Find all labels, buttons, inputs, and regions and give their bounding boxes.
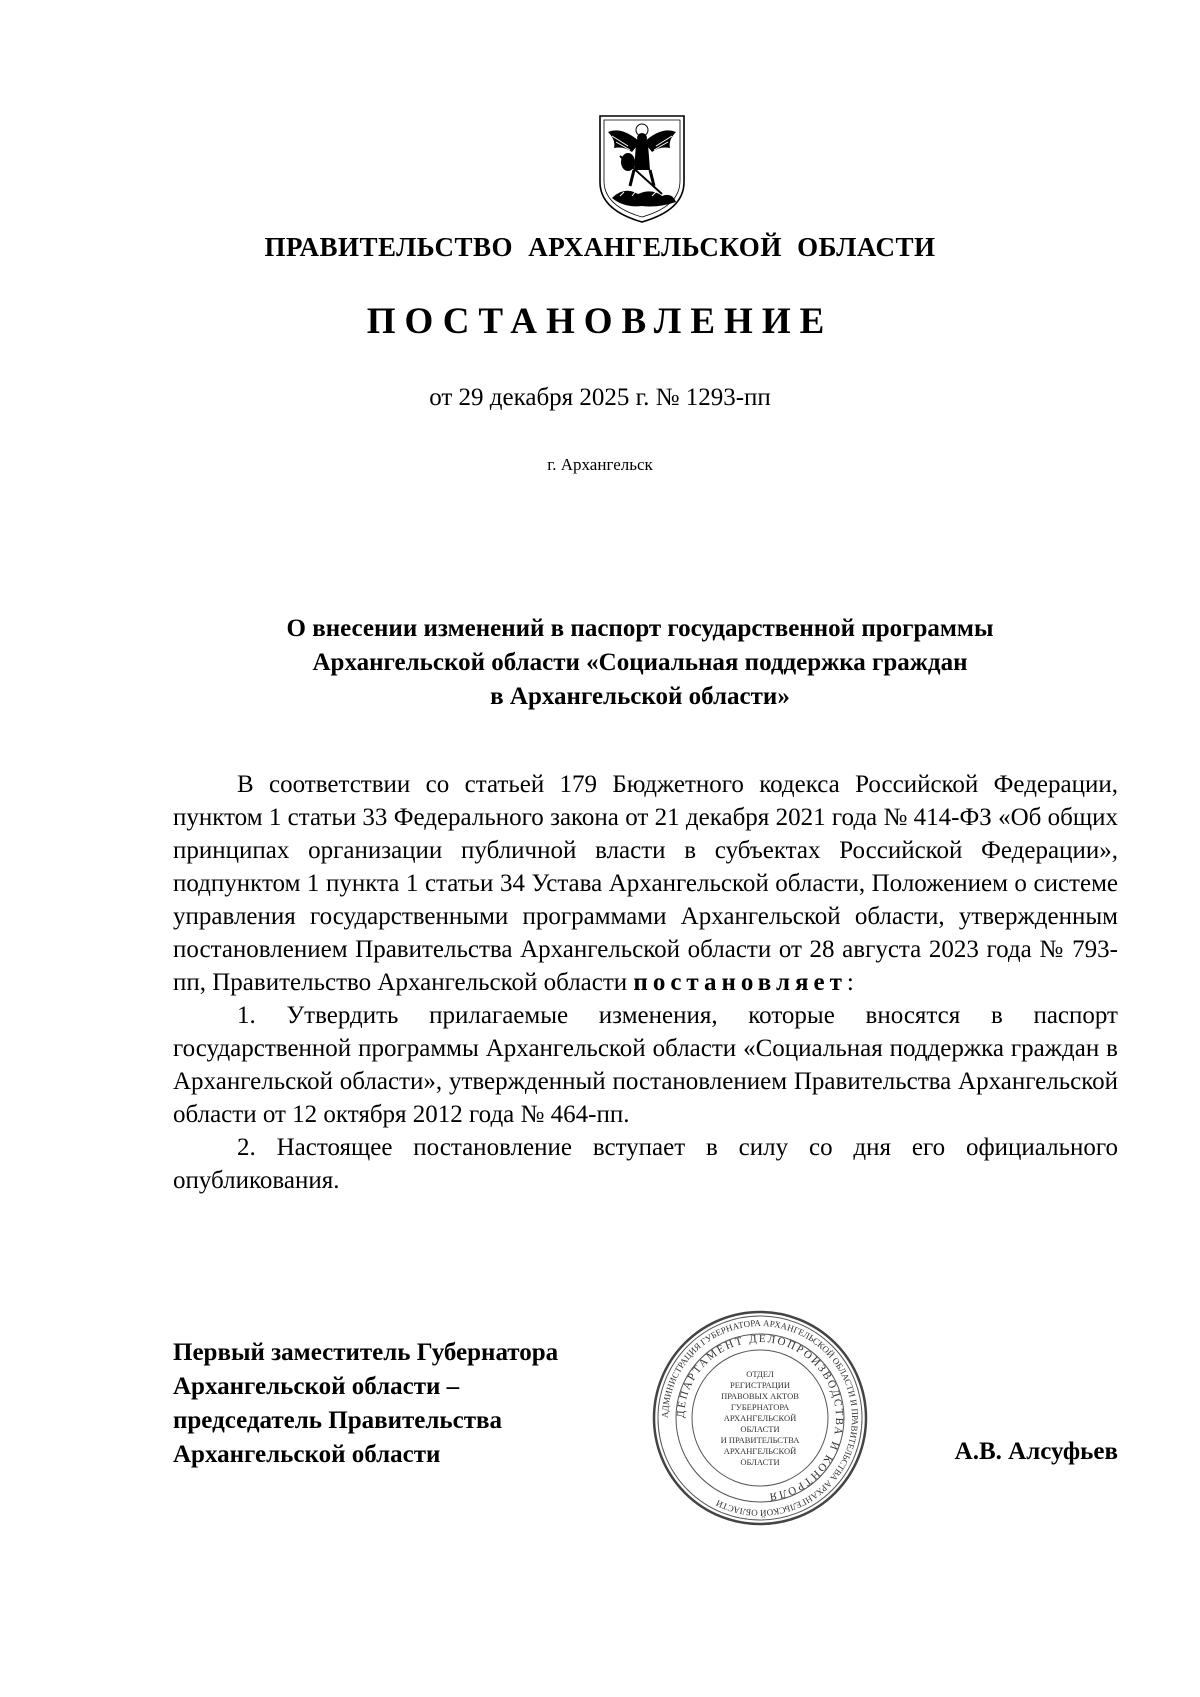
subject-line: О внесении изменений в паспорт государственной программы [286, 615, 994, 642]
subject-line: в Архангельской области» [490, 683, 790, 710]
signer-title-line: Первый заместитель Губернатора [173, 1339, 559, 1366]
stamp-center-line: ПРАВОВЫХ АКТОВ [721, 1391, 799, 1401]
document-body [173, 768, 1118, 1197]
stamp-center-line: АРХАНГЕЛЬСКОЙ [723, 1446, 797, 1456]
stamp-center-text [721, 1369, 801, 1467]
stamp-center-line: ОБЛАСТИ [740, 1424, 780, 1434]
resolution-keyword: постановляет [633, 969, 847, 996]
stamp-center-line: И ПРАВИТЕЛЬСТВА [720, 1435, 800, 1445]
document-subject [170, 612, 1110, 714]
signer-title-line: председатель Правительства [173, 1407, 503, 1434]
body-paragraph: 1. Утвердить прилагаемые изменения, которые вносятся в паспорт государственной программы Архангельской области «Социальная поддержка граждан в Архангельской области», утвержденный постановлением Правительства Архангельской области от 12 октября 2012 года № 464-пп. [173, 1002, 1118, 1128]
stamp-center-line: ОБЛАСТИ [740, 1457, 780, 1467]
signer-title-line: Архангельской области [173, 1441, 441, 1468]
paragraph-text: : [846, 969, 854, 996]
stamp-center-line: РЕГИСТРАЦИИ [729, 1380, 791, 1390]
signer-title [173, 1336, 643, 1472]
body-paragraph: 2. Настоящее постановление вступает в силу со дня его официального опубликования. [173, 1134, 1118, 1194]
organization-title: ПРАВИТЕЛЬСТВО АРХАНГЕЛЬСКОЙ ОБЛАСТИ [264, 232, 936, 262]
subject-line: Архангельской области «Социальная поддержка граждан [312, 649, 968, 676]
stamp-inner-ring-text: ДЕПАРТАМЕНТ ДЕЛОПРОИЗВОДСТВА И КОНТРОЛЯ [674, 1332, 846, 1503]
paragraph-text: В соответствии со статьей 179 Бюджетного кодекса Российской Федерации, пунктом 1 статьи 33 Федерального закона от 21 декабря 2021 года № 414-ФЗ «Об общих принципах организации публичной власти в субъектах Российской Федерации», подпунктом 1 пункта 1 статьи 34 Устава Архангельской области, Положением о системе управления государственными программами Архангельской области, утвержденным постановлением Правительства Архангельской области от 28 августа 2023 года № 793-пп, Правительство Архангельской области [173, 771, 1118, 996]
signer-name: А.В. Алсуфьев [954, 1438, 1118, 1465]
stamp-center-line: ОТДЕЛ [746, 1369, 774, 1379]
stamp-center-line: ГУБЕРНАТОРА [730, 1402, 790, 1412]
stamp-center-line: АРХАНГЕЛЬСКОЙ [723, 1413, 797, 1423]
document-date-number: от 29 декабря 2025 г. № 1293-пп [429, 384, 771, 411]
coat-of-arms-icon [596, 112, 688, 226]
document-city: г. Архангельск [547, 455, 653, 474]
stamp-outer-ring-text: АДМИНИСТРАЦИЯ ГУБЕРНАТОРА АРХАНГЕЛЬСКОЙ ОБЛАСТИ И ПРАВИТЕЛЬСТВА АРХАНГЕЛЬСКОЙ ОБЛАСТИ [659, 1317, 861, 1519]
signer-title-line: Архангельской области – [173, 1373, 460, 1400]
official-stamp [648, 1306, 872, 1530]
body-paragraph [173, 768, 1118, 999]
document-type: ПОСТАНОВЛЕНИЕ [366, 301, 834, 342]
